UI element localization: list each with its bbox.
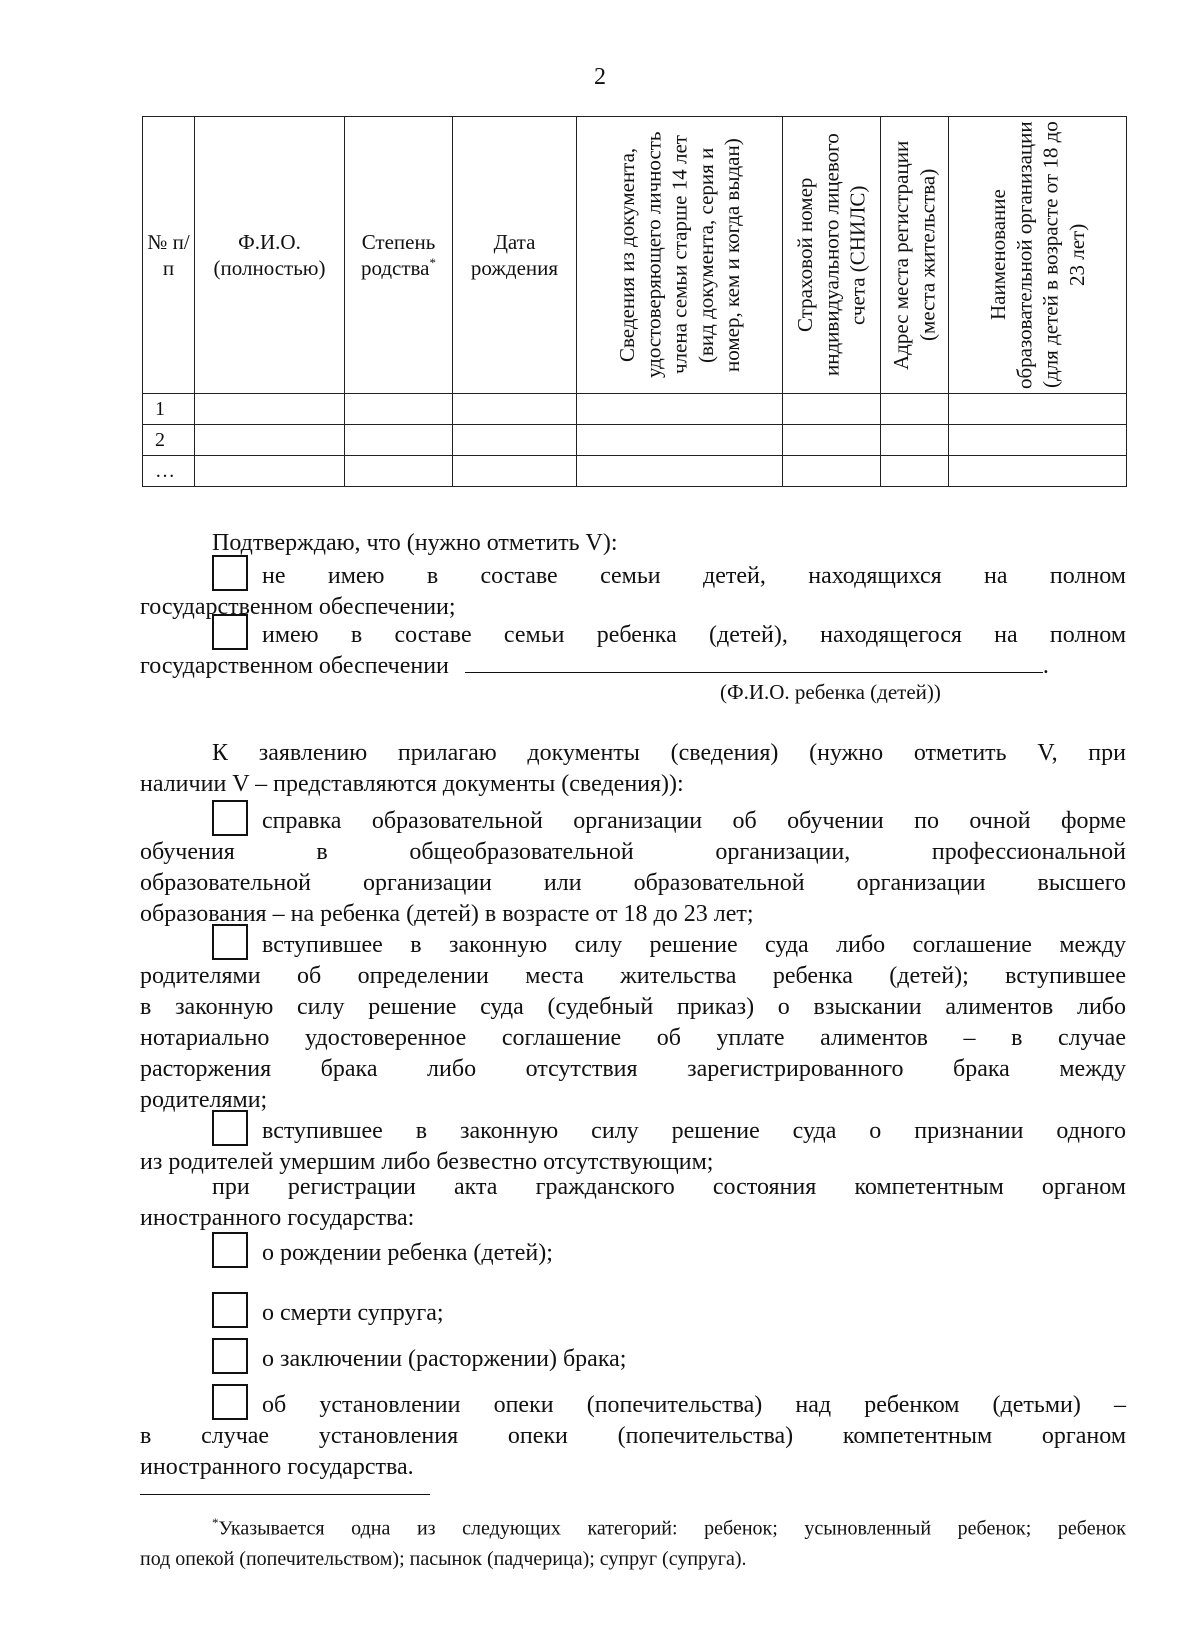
- cell-document[interactable]: [577, 425, 783, 456]
- cell-fio[interactable]: [195, 456, 345, 487]
- header-relation: Степень родства*: [345, 117, 453, 394]
- child-name-caption: (Ф.И.О. ребенка (детей)): [720, 680, 941, 704]
- table-row: 1: [143, 394, 1127, 425]
- cell-education[interactable]: [949, 394, 1127, 425]
- cell-address[interactable]: [881, 456, 949, 487]
- table-header-row: [143, 117, 1127, 394]
- header-num: № п/п: [143, 117, 195, 394]
- page-number: 2: [594, 64, 606, 90]
- footnote-divider: [140, 1494, 430, 1495]
- header-address: Адрес места регистрации (места жительства): [881, 117, 949, 394]
- footnote: *Указывается одна из следующих категорий: ребенок; усыновленный ребенок; ребенок под опекой (попечительством); пасынок (падчерица); супруг (супруга).: [140, 1515, 1126, 1570]
- cell-snils[interactable]: [783, 425, 881, 456]
- cell-fio[interactable]: [195, 425, 345, 456]
- checkbox-birth[interactable]: [212, 1232, 248, 1268]
- checkbox-marriage[interactable]: [212, 1338, 248, 1374]
- cell-document[interactable]: [577, 394, 783, 425]
- option-text-cont: государственном обеспечении: [140, 653, 449, 679]
- cell-birth[interactable]: [453, 456, 577, 487]
- cell-snils[interactable]: [783, 456, 881, 487]
- cell-education[interactable]: [949, 456, 1127, 487]
- table-row: 2: [143, 425, 1127, 456]
- attach-item-birth: о рождении ребенка (детей);: [212, 1232, 553, 1268]
- confirm-option-1: [140, 555, 1126, 623]
- cell-document[interactable]: [577, 456, 783, 487]
- table-row: …: [143, 456, 1127, 487]
- cell-snils[interactable]: [783, 394, 881, 425]
- attach-item-death: о смерти супруга;: [212, 1292, 444, 1328]
- period: .: [1042, 653, 1049, 679]
- header-document: Сведения из документа, удостоверяющего личность члена семьи старше 14 лет (вид документа, серия и номер, кем и когда выдан): [577, 117, 783, 394]
- family-members-table: [142, 116, 1127, 487]
- cell-fio[interactable]: [195, 394, 345, 425]
- cell-address[interactable]: [881, 425, 949, 456]
- child-name-field[interactable]: [465, 652, 1043, 673]
- confirm-intro: Подтверждаю, что (нужно отметить V):: [212, 530, 618, 556]
- header-birth-date: Дата рождения: [453, 117, 577, 394]
- attach-item-marriage: о заключении (расторжении) брака;: [212, 1338, 626, 1374]
- cell-birth[interactable]: [453, 394, 577, 425]
- cell-address[interactable]: [881, 394, 949, 425]
- confirm-option-2: [140, 614, 1126, 682]
- option-text: не имею в составе семьи детей, находящихся на полном: [262, 563, 1126, 589]
- header-snils: Страховой номер индивидуального лицевого счета (СНИЛС): [783, 117, 881, 394]
- checkbox-guardianship[interactable]: [212, 1384, 248, 1420]
- cell-relation[interactable]: [345, 425, 453, 456]
- option-text-cont: государственном обеспечении;: [140, 594, 456, 620]
- attach-item-guardianship: об установлении опеки (попечительства) над ребенком (детьми) – в случае установления опеки (попечительства) компетентным органом иностранного государства.: [140, 1384, 1126, 1483]
- header-education: Наименование образовательной организации (для детей в возрасте от 18 до 23 лет): [949, 117, 1127, 394]
- cell-birth[interactable]: [453, 425, 577, 456]
- footnote-mark: *: [429, 255, 437, 270]
- attach-foreign-registration: при регистрации акта гражданского состояния компетентным органом иностранного государства:: [140, 1174, 1126, 1231]
- header-fio: Ф.И.О. (полностью): [195, 117, 345, 394]
- attach-item-court-decision: вступившее в законную силу решение суда либо соглашение между родителями об определении места жительства ребенка (детей); вступившее в законную силу решение суда (судебный приказ) о взыскании алиментов либо нотариально удостоверенное соглашение об уплате алиментов – в случае расторжения брака либо отсутствия зарегистрированного брака между родителями;: [140, 924, 1126, 1116]
- attach-intro: К заявлению прилагаю документы (сведения) (нужно отметить V, при наличии V – представляются документы (сведения)):: [140, 740, 1126, 797]
- checkbox-death[interactable]: [212, 1292, 248, 1328]
- checkbox-missing-parent[interactable]: [212, 1110, 248, 1146]
- checkbox-has-child-state-care[interactable]: [212, 614, 248, 650]
- cell-relation[interactable]: [345, 456, 453, 487]
- attach-item-education-certificate: справка образовательной организации об обучении по очной форме обучения в общеобразовательной организации, профессиональной образовательной организации или образовательной организации высшего образования – на ребенка (детей) в возрасте от 18 до 23 лет;: [140, 800, 1126, 930]
- checkbox-court-decision[interactable]: [212, 924, 248, 960]
- cell-education[interactable]: [949, 425, 1127, 456]
- cell-relation[interactable]: [345, 394, 453, 425]
- attach-item-missing-parent: вступившее в законную силу решение суда о признании одного из родителей умершим либо безвестно отсутствующим;: [140, 1110, 1126, 1178]
- checkbox-education-certificate[interactable]: [212, 800, 248, 836]
- checkbox-no-children-state-care[interactable]: [212, 555, 248, 591]
- option-text: имею в составе семьи ребенка (детей), находящегося на полном: [262, 622, 1126, 648]
